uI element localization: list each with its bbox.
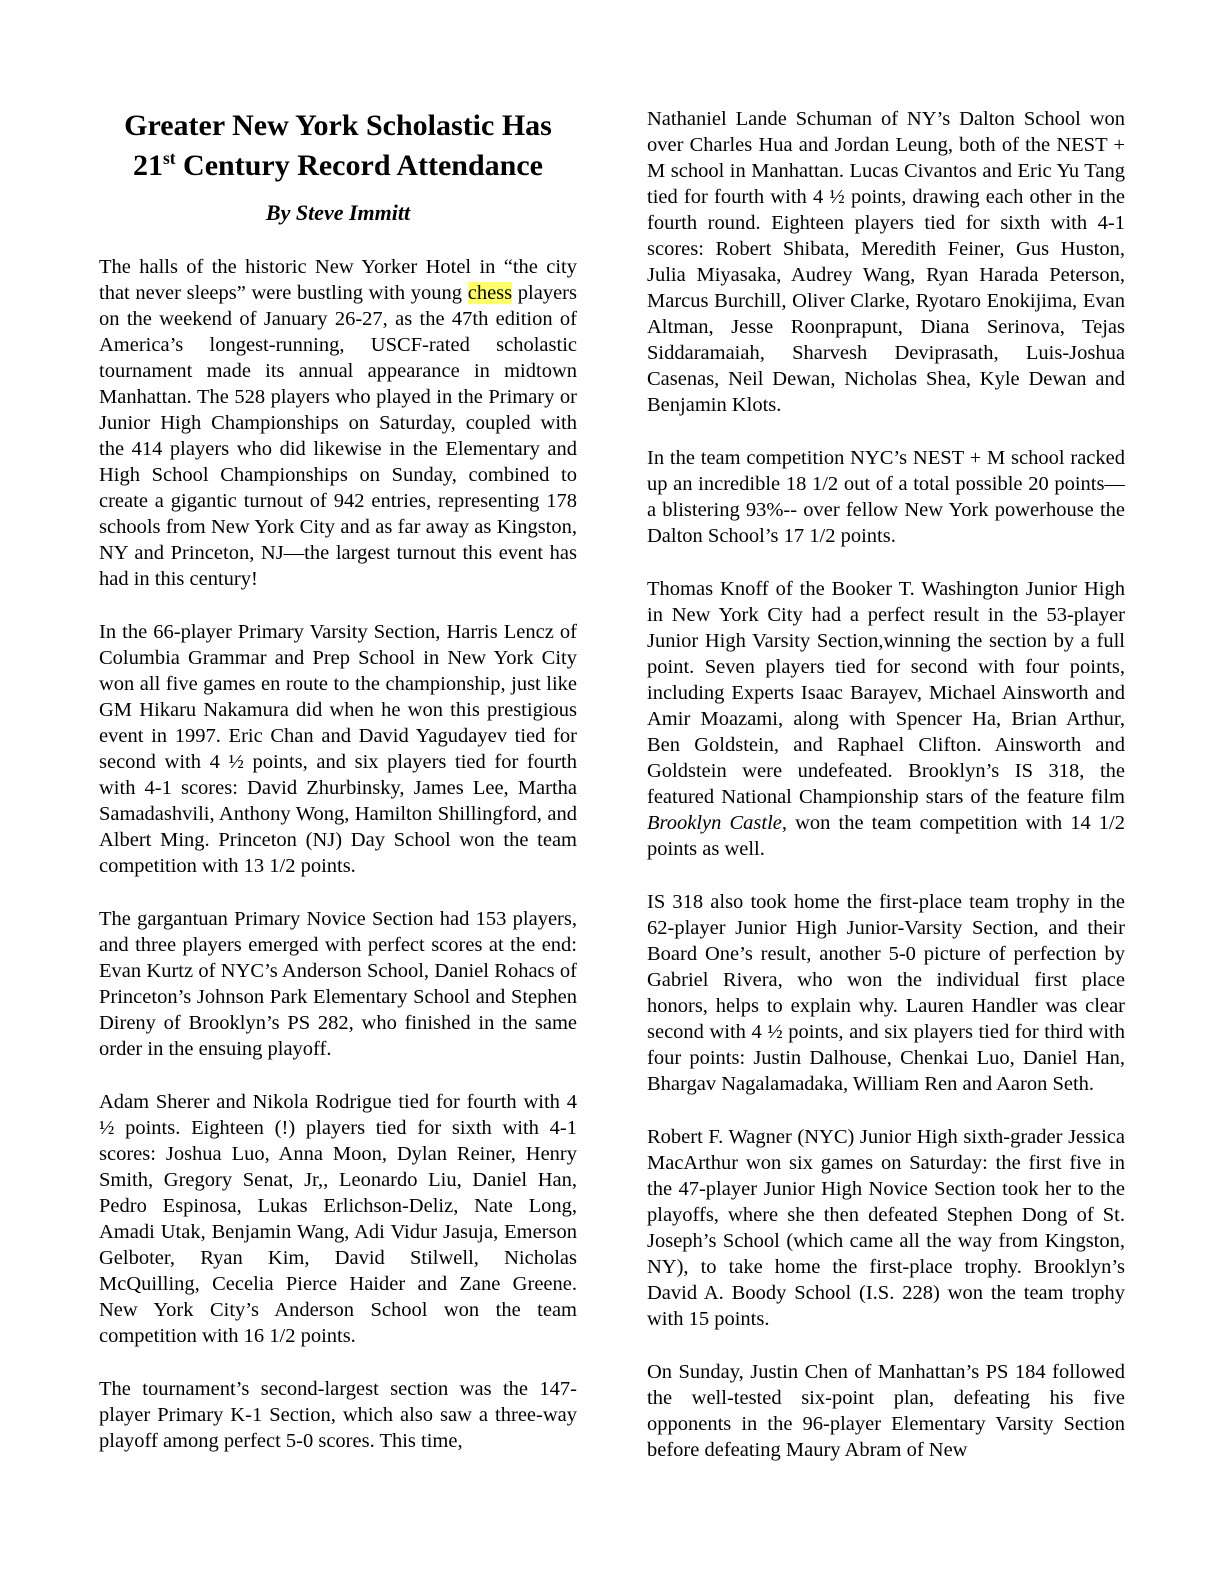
title-line-2 <box>133 149 543 182</box>
paragraph-text: The halls of the historic New Yorker Hotel in “the city that never sleeps” were bustling with young <box>99 256 577 304</box>
paragraph-elementary-varsity: On Sunday, Justin Chen of Manhattan’s PS 184 followed the well-tested six-point plan, defeating his five opponents in the 96-player Elementary Varsity Section before defeating Maury Abram of New <box>647 1361 1125 1461</box>
left-column <box>99 106 577 1481</box>
paragraph-jh-varsity <box>647 576 1125 862</box>
title-line-1: Greater New York Scholastic Has <box>124 109 552 142</box>
film-title: Brooklyn Castle <box>647 812 782 834</box>
two-column-layout <box>99 106 1127 1490</box>
right-column <box>647 106 1125 1490</box>
paragraph-jh-junior-varsity: IS 318 also took home the first-place team trophy in the 62-player Junior High Junior-Varsity Section, and their Board One’s result, another 5-0 picture of perfection by Gabriel Rivera, who won the individual first place honors, helps to explain why. Lauren Handler was clear second with 4 ½ points, and six players tied for third with four points: Justin Dalhouse, Chenkai Luo, Daniel Han, Bhargav Nagalamadaka, William Ren and Aaron Seth. <box>647 891 1125 1095</box>
paragraph-text: players on the weekend of January 26-27, as the 47th edition of America’s longest-running, USCF-rated scholastic tournament made its annual appearance in midtown Manhattan. The 528 players who played in the Primary or Junior High Championships on Saturday, coupled with the 414 players who did likewise in the Elementary and High School Championships on Sunday, combined to create a gigantic turnout of 942 entries, representing 178 schools from New York City and as far away as Kingston, NY and Princeton, NJ—the largest turnout this event has had in this century! <box>99 282 577 590</box>
paragraph-intro <box>99 254 577 592</box>
paragraph-jh-novice: Robert F. Wagner (NYC) Junior High sixth-grader Jessica MacArthur won six games on Saturday: the first five in the 47-player Junior High Novice Section took her to the playoffs, where she then defeated Stephen Dong of St. Joseph’s School (which came all the way from Kingston, NY), to take home the first-place trophy. Brooklyn’s David A. Boody School (I.S. 228) won the team trophy with 15 points. <box>647 1126 1125 1330</box>
paragraph-primary-novice-ties: Adam Sherer and Nikola Rodrigue tied for fourth with 4 ½ points. Eighteen (!) players tied for sixth with 4-1 scores: Joshua Luo, Anna Moon, Dylan Reiner, Henry Smith, Gregory Senat, Jr,, Leonardo Liu, Daniel Han, Pedro Espinosa, Lukas Erlichson-Deliz, Nate Long, Amadi Utak, Benjamin Wang, Adi Vidur Jasuja, Emerson Gelboter, Ryan Kim, David Stilwell, Nicholas McQuilling, Cecelia Pierce Haider and Zane Greene. New York City’s Anderson School won the team competition with 16 1/2 points. <box>99 1091 577 1347</box>
paragraph-primary-novice: The gargantuan Primary Novice Section had 153 players, and three players emerged with perfect scores at the end: Evan Kurtz of NYC’s Anderson School, Daniel Rohacs of Princeton’s Johnson Park Elementary School and Stephen Direny of Brooklyn’s PS 282, who finished in the same order in the ensuing playoff. <box>99 908 577 1060</box>
paragraph-k1-results: Nathaniel Lande Schuman of NY’s Dalton School won over Charles Hua and Jordan Leung, both of the NEST + M school in Manhattan. Lucas Civantos and Eric Yu Tang tied for fourth with 4 ½ points, drawing each other in the fourth round. Eighteen players tied for sixth with 4-1 scores: Robert Shibata, Meredith Feiner, Gus Huston, Julia Miyasaka, Audrey Wang, Ryan Harada Peterson, Marcus Burchill, Oliver Clarke, Ryotaro Enokijima, Evan Altman, Jesse Roonprapunt, Diana Serinova, Tejas Siddaramaiah, Sharvesh Deviprasath, Luis-Joshua Casenas, Neil Dewan, Nicholas Shea, Kyle Dewan and Benjamin Klots. <box>647 108 1125 416</box>
paragraph-primary-k1: The tournament’s second-largest section was the 147-player Primary K-1 Section, which also saw a three-way playoff among perfect 5-0 scores. This time, <box>99 1378 577 1452</box>
highlighted-term: chess <box>467 282 513 304</box>
paragraph-primary-varsity: In the 66-player Primary Varsity Section, Harris Lencz of Columbia Grammar and Prep School in New York City won all five games en route to the championship, just like GM Hikaru Nakamura did when he won this prestigious event in 1997. Eric Chan and David Yagudayev tied for second with 4 ½ points, and six players tied for fourth with 4-1 scores: David Zhurbinsky, James Lee, Martha Samadashvili, Anthony Wong, Hamilton Shillingford, and Albert Ming. Princeton (NJ) Day School won the team competition with 13 1/2 points. <box>99 621 577 877</box>
paragraph-team-competition: In the team competition NYC’s NEST + M school racked up an incredible 18 1/2 out of a total possible 20 points— a blistering 93%-- over fellow New York powerhouse the Dalton School’s 17 1/2 points. <box>647 447 1125 547</box>
title-line-2-rest: Century Record Attendance <box>175 149 543 182</box>
title-ordinal-superscript: st <box>162 148 176 168</box>
paragraph-text: , won the team competition with 14 1/2 points as well. <box>647 812 1125 860</box>
title-number: 21 <box>132 149 163 182</box>
paragraph-text: Thomas Knoff of the Booker T. Washington Junior High in New York City had a perfect result in the 53-player Junior High Varsity Section,winning the section by a full point. Seven players tied for second with four points, including Experts Isaac Barayev, Michael Ainsworth and Amir Moazami, along with Spencer Ha, Brian Arthur, Ben Goldstein, and Raphael Clifton. Ainsworth and Goldstein were undefeated. Brooklyn’s IS 318, the featured National Championship stars of the feature film <box>647 578 1125 808</box>
byline: By Steve Immitt <box>265 200 411 225</box>
page-title <box>99 106 577 186</box>
